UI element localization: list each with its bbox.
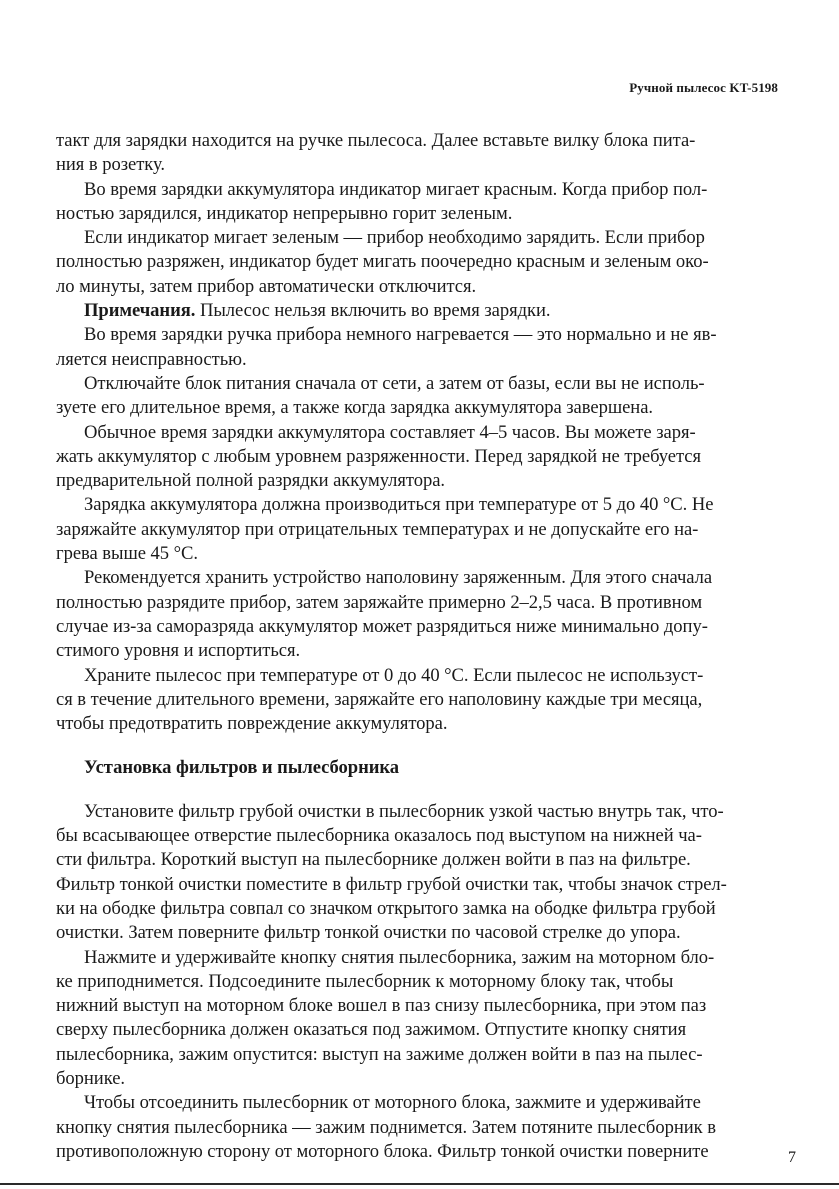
- section-heading: Установка фильтров и пылесборника: [84, 757, 400, 779]
- text-line: грева выше 45 °С.: [56, 543, 198, 565]
- text-line: нижний выступ на моторном блоке вошел в паз снизу пылесборника, при этом паз: [56, 995, 707, 1017]
- text-line: Отключайте блок питания сначала от сети, а затем от базы, если вы не исполь-: [84, 372, 705, 394]
- text-line: Если индикатор мигает зеленым — прибор необходимо зарядить. Если прибор: [84, 227, 705, 249]
- text-line: полностью разряжен, индикатор будет мигать поочередно красным и зеленым око-: [56, 251, 709, 273]
- text-line: бы всасывающее отверстие пылесборника оказалось под выступом на нижней ча-: [56, 825, 702, 847]
- text-line: ния в розетку.: [56, 154, 166, 176]
- paragraph: [56, 372, 772, 421]
- page-body: [56, 129, 772, 1164]
- running-header: Ручной пылесос KT-5198: [629, 80, 778, 95]
- paragraph: [56, 493, 772, 566]
- text-line: ло минуты, затем прибор автоматически отключится.: [56, 275, 477, 297]
- text-line: кнопку снятия пылесборника — зажим поднимется. Затем потяните пылесборник в: [56, 1116, 716, 1138]
- note-label: Примечания.: [84, 300, 196, 322]
- text-line: сверху пылесборника должен оказаться под зажимом. Отпустите кнопку снятия: [56, 1019, 687, 1041]
- spacer: [56, 781, 772, 800]
- text-line: заряжайте аккумулятор при отрицательных температурах и не допускайте его на-: [56, 518, 699, 540]
- text-line: борнике.: [56, 1067, 126, 1089]
- text-line: пылесборника, зажим опустится: выступ на зажиме должен войти в паз на пылес-: [56, 1043, 703, 1065]
- spacer: [56, 736, 772, 756]
- text-line: Фильтр тонкой очистки поместите в фильтр грубой очистки так, чтобы значок стрел-: [56, 873, 727, 895]
- text-line: Во время зарядки ручка прибора немного нагревается — это нормально и не яв-: [84, 324, 717, 346]
- text-line: ки на ободке фильтра совпал со значком открытого замка на ободке фильтра грубой: [56, 897, 716, 919]
- text-line: [56, 299, 772, 323]
- text-line: сти фильтра. Короткий выступ на пылесборнике должен войти в паз на фильтре.: [56, 849, 691, 871]
- text-line: ся в течение длительного времени, заряжайте его наполовину каждые три месяца,: [56, 688, 703, 710]
- paragraph: [56, 323, 772, 372]
- text-line: Рекомендуется хранить устройство наполовину заряженным. Для этого сначала: [84, 567, 713, 589]
- text-line: Во время зарядки аккумулятора индикатор мигает красным. Когда прибор пол-: [84, 178, 708, 200]
- text-line: случае из-за саморазряда аккумулятор может разрядиться ниже минимально допу-: [56, 615, 708, 637]
- text-line: полностью разрядите прибор, затем заряжайте примерно 2–2,5 часа. В противном: [56, 591, 703, 613]
- text-line: очистки. Затем поверните фильтр тонкой очистки по часовой стрелке до упора.: [56, 922, 681, 944]
- paragraph: [56, 800, 772, 946]
- text-line: ностью зарядился, индикатор непрерывно горит зеленым.: [56, 202, 513, 224]
- bottom-rule: [0, 1183, 839, 1185]
- paragraph: [56, 129, 772, 178]
- paragraph: [56, 664, 772, 737]
- text-line: ляется неисправностью.: [56, 348, 247, 370]
- text-line: предварительной полной разрядки аккумулятора.: [56, 470, 446, 492]
- text-line: Нажмите и удерживайте кнопку снятия пылесборника, зажим на моторном бло-: [84, 946, 715, 968]
- text-line: Зарядка аккумулятора должна производиться при температуре от 5 до 40 °С. Не: [84, 494, 714, 516]
- page-number: 7: [788, 1149, 796, 1166]
- paragraph: [56, 178, 772, 227]
- text-line: Чтобы отсоединить пылесборник от моторного блока, зажмите и удерживайте: [84, 1092, 701, 1114]
- note-text: Пылесос нельзя включить во время зарядки.: [195, 300, 551, 322]
- text-line: чтобы предотвратить повреждение аккумулятора.: [56, 713, 448, 735]
- text-line: ке приподнимется. Подсоедините пылесборник к моторному блоку так, чтобы: [56, 970, 674, 992]
- note-paragraph: [56, 299, 772, 323]
- paragraph: [56, 566, 772, 663]
- text-line: стимого уровня и испортиться.: [56, 640, 301, 662]
- text-line: Обычное время зарядки аккумулятора составляет 4–5 часов. Вы можете заря-: [84, 421, 696, 443]
- paragraph: [56, 226, 772, 299]
- paragraph: [56, 946, 772, 1092]
- text-line: Установите фильтр грубой очистки в пылесборник узкой частью внутрь так, что-: [84, 800, 724, 822]
- text-line: противоположную сторону от моторного блока. Фильтр тонкой очистки поверните: [56, 1140, 709, 1162]
- paragraph: [56, 1091, 772, 1164]
- text-line: зуете его длительное время, а также когда зарядка аккумулятора завершена.: [56, 397, 653, 419]
- text-line: такт для зарядки находится на ручке пылесоса. Далее вставьте вилку блока пита-: [56, 130, 696, 151]
- text-line: жать аккумулятор с любым уровнем разряженности. Перед зарядкой не требуется: [56, 445, 701, 467]
- text-line: Храните пылесос при температуре от 0 до 40 °С. Если пылесос не используст-: [84, 664, 704, 686]
- paragraph: [56, 421, 772, 494]
